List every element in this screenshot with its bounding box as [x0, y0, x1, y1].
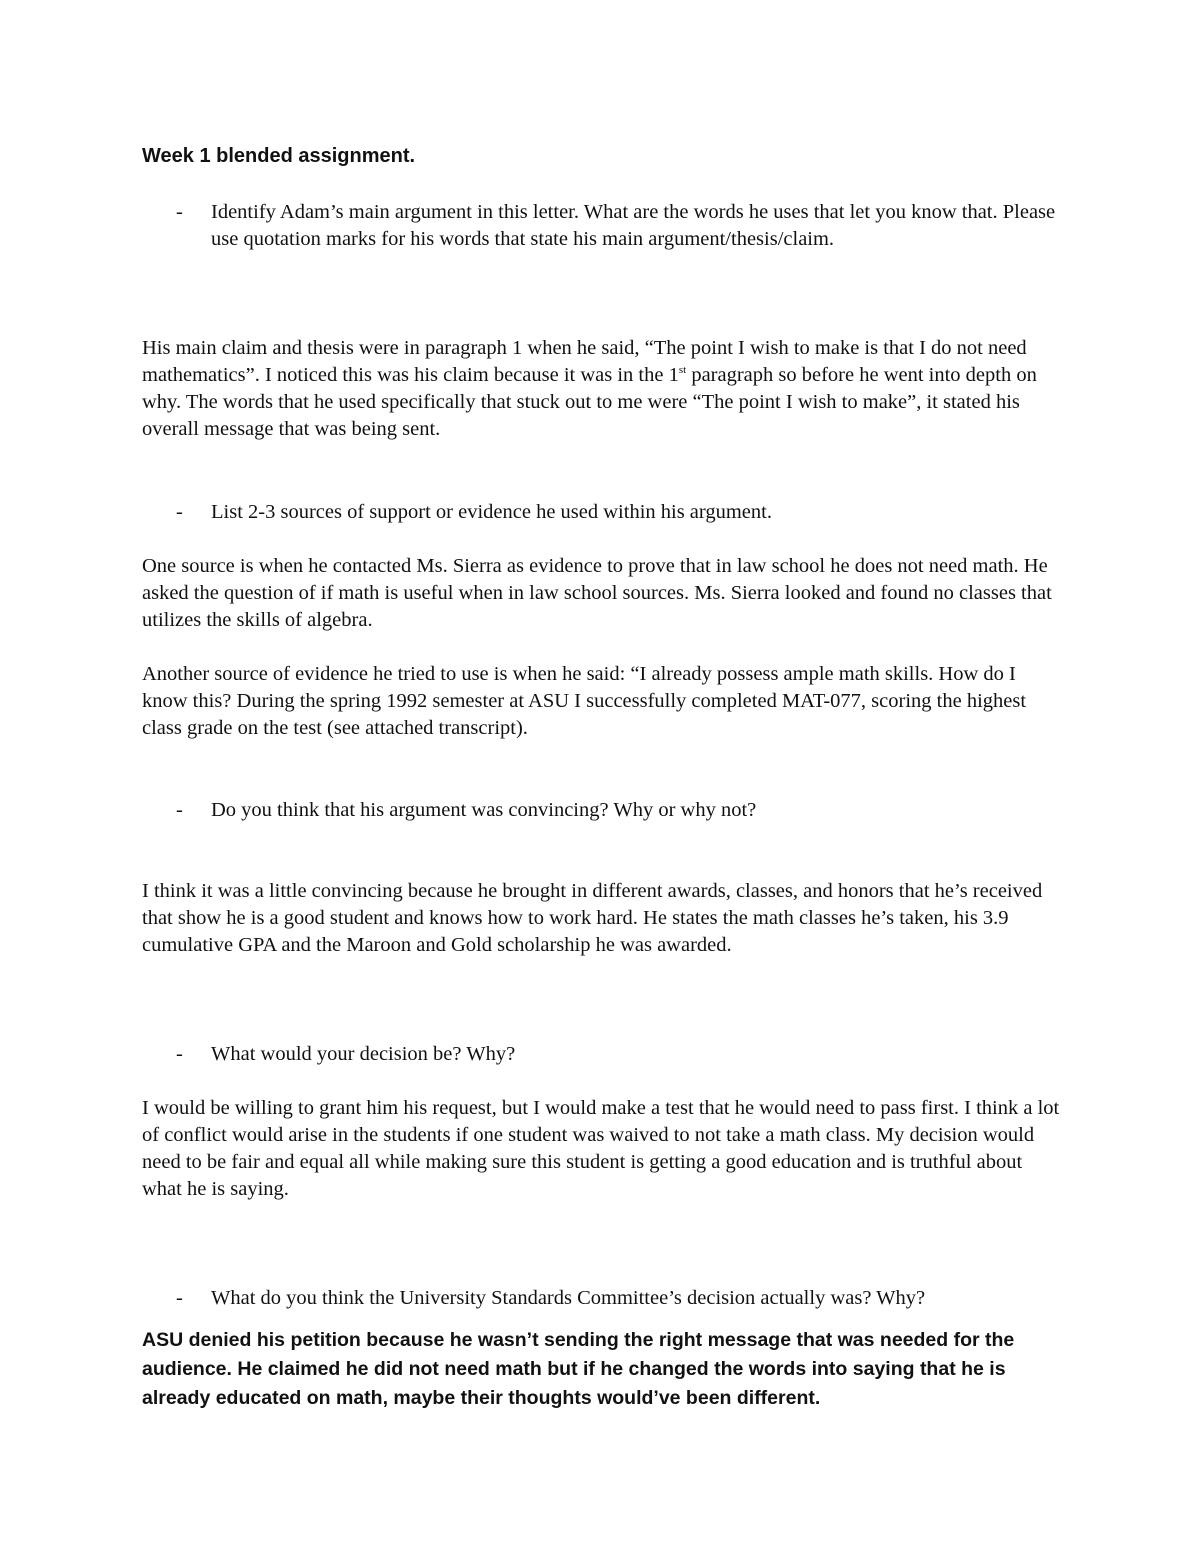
answer-4: I would be willing to grant him his request, but I would make a test that he would need to pass first. I think a lot of conflict would arise in the students if one student was waived to not take a math class. My decision would need to be fair and equal all while making sure this student is getting a good education and is truthful about what he is saying. [142, 1097, 1060, 1200]
question-5-text: What do you think the University Standards Committee’s decision actually was? Why? [211, 1287, 926, 1309]
question-1 [176, 199, 1056, 253]
answer-1-part2: paragraph so before he went into depth on why. The words that he used specifically that stuck out to me were “The point I wish to make”, it stated his overall message that was being sent. [142, 364, 1037, 440]
bullet-dash: - [176, 1043, 183, 1065]
question-2-text: List 2-3 sources of support or evidence he used within his argument. [211, 501, 772, 523]
answer-1-part1: His main claim and thesis were in paragraph 1 when he said, “The point I wish to make is that I do not need mathematics”. I noticed this was his claim because it was in the 1 [142, 337, 1027, 386]
answer-1 [142, 335, 1062, 443]
bullet-dash: - [176, 201, 183, 223]
question-3-text: Do you think that his argument was convincing? Why or why not? [211, 799, 757, 821]
bullet-dash: - [176, 799, 183, 821]
document-title: Week 1 blended assignment. [142, 145, 416, 167]
question-5 [176, 1285, 1056, 1312]
answer-5: ASU denied his petition because he wasn’t sending the right message that was needed for the audience. He claimed he did not need math but if he changed the words into saying that he is already educated on math, maybe their thoughts would’ve been different. [142, 1329, 1015, 1409]
question-4 [176, 1041, 1056, 1068]
question-3 [176, 797, 1056, 824]
answer-2a: One source is when he contacted Ms. Sierra as evidence to prove that in law school he does not need math. He asked the question of if math is useful when in law school sources. Ms. Sierra looked and found no classes that utilizes the skills of algebra. [142, 555, 1052, 631]
question-4-text: What would your decision be? Why? [211, 1043, 516, 1065]
question-1-text: Identify Adam’s main argument in this letter. What are the words he uses that let you know that. Please use quotation marks for his words that state his main argument/thesis/claim. [211, 201, 1056, 250]
bullet-dash: - [176, 1287, 183, 1309]
answer-2b: Another source of evidence he tried to use is when he said: “I already possess ample math skills. How do I know this? During the spring 1992 semester at ASU I successfully completed MAT-077, scoring the highest class grade on the test (see attached transcript). [142, 663, 1027, 739]
bullet-dash: - [176, 501, 183, 523]
ordinal-suffix: st [678, 364, 687, 377]
answer-3: I think it was a little convincing because he brought in different awards, classes, and honors that he’s received that show he is a good student and knows how to work hard. He states the math classes he’s taken, his 3.9 cumulative GPA and the Maroon and Gold scholarship he was awarded. [142, 880, 1043, 956]
question-2 [176, 499, 1056, 526]
